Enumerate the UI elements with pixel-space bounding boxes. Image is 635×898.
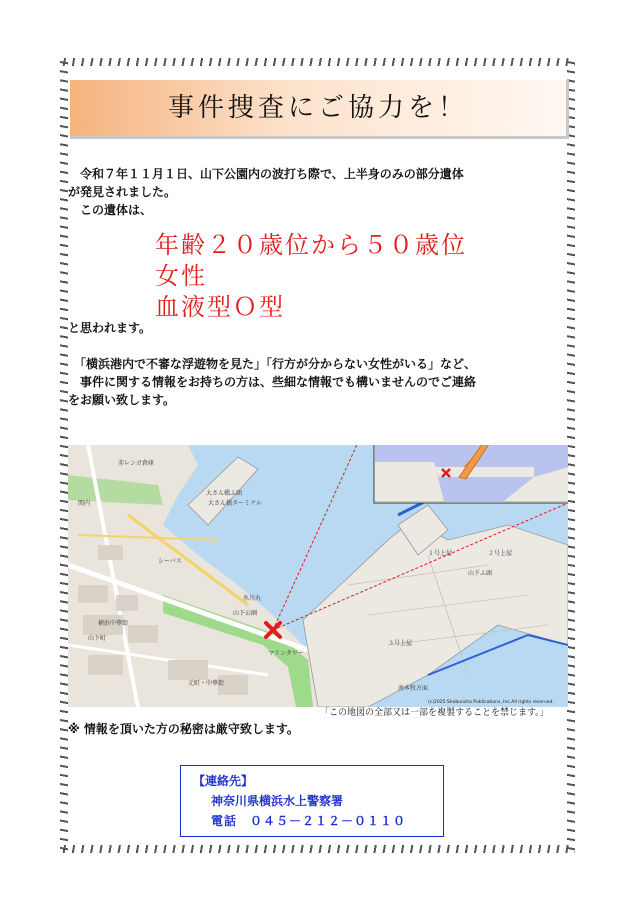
border-left xyxy=(60,58,68,853)
map-label-kannai: 関内 xyxy=(78,500,91,507)
after-features-text: と思われます。 xyxy=(68,321,152,335)
page-title: 事件捜査にご協力を！ xyxy=(167,93,468,123)
border-right xyxy=(567,58,575,853)
map-label-terminal: 大さん橋ターミナル xyxy=(208,500,262,507)
map-label-redbrick: 赤レンガ倉庫 xyxy=(118,460,154,467)
map-label-pier: 大さん橋ふ頭 xyxy=(206,490,243,497)
map-label-shed1: １号上屋 xyxy=(428,550,453,557)
contact-org: 神奈川県横浜水上警察署 xyxy=(211,794,344,808)
border-bottom xyxy=(60,845,575,853)
copy-note: 「この地図の全部又は一部を複製することを禁じます。」 xyxy=(320,708,549,718)
map-label-shed3: ３号上屋 xyxy=(388,640,413,647)
map-label-hikawa: 氷川丸 xyxy=(243,595,262,602)
map-label-minami: 南本牧方面 xyxy=(398,685,429,692)
map-label-marine-tower: マリンタワー xyxy=(268,650,304,657)
secrecy-note: ※ 情報を頂いた方の秘密は厳守致します。 xyxy=(68,722,299,736)
feature-blood: 血液型Ｏ型 xyxy=(155,293,285,321)
map-label-ferry: シーバス xyxy=(158,558,182,565)
request-line-3: をお願い致します。 xyxy=(68,393,176,407)
map-label-yamashita-st: 山下町 xyxy=(88,635,107,642)
intro-line-2: が発見されました。 xyxy=(68,185,177,199)
map-copyright: (c)2025 Shobunsha Publications, Inc.All rights reserved. xyxy=(428,700,554,705)
contact-heading: 【連絡先】 xyxy=(193,774,254,788)
border-top xyxy=(60,58,575,66)
map-label-motomachi: 元町・中華街 xyxy=(188,680,225,687)
map-label-chinatown: 横浜中華街 xyxy=(98,620,129,627)
map-label-yamashita-pier: 山下ふ頭 xyxy=(468,570,493,577)
title-banner xyxy=(70,80,569,139)
map-label-park: 山下公園 xyxy=(233,610,258,617)
contact-phone[interactable]: 電話 ０４５－２１２－０１１０ xyxy=(211,814,407,828)
request-line-2: 事件に関する情報をお持ちの方は、些細な情報でも構いませんのでご連絡 xyxy=(68,375,477,389)
feature-sex: 女性 xyxy=(155,262,207,290)
intro-line-1: 令和７年１１月１日、山下公園内の波打ち際で、上半身のみの部分遺体 xyxy=(68,167,464,181)
location-map xyxy=(68,445,568,707)
feature-age: 年齢２０歳位から５０歳位 xyxy=(155,231,467,259)
map-label-shed2: ２号上屋 xyxy=(488,550,513,557)
intro-line-3: この遺体は、 xyxy=(68,203,153,217)
request-line-1: 「横浜港内で不審な浮遊物を見た」「行方が分からない女性がいる」など、 xyxy=(68,357,477,371)
contact-box xyxy=(180,765,444,837)
